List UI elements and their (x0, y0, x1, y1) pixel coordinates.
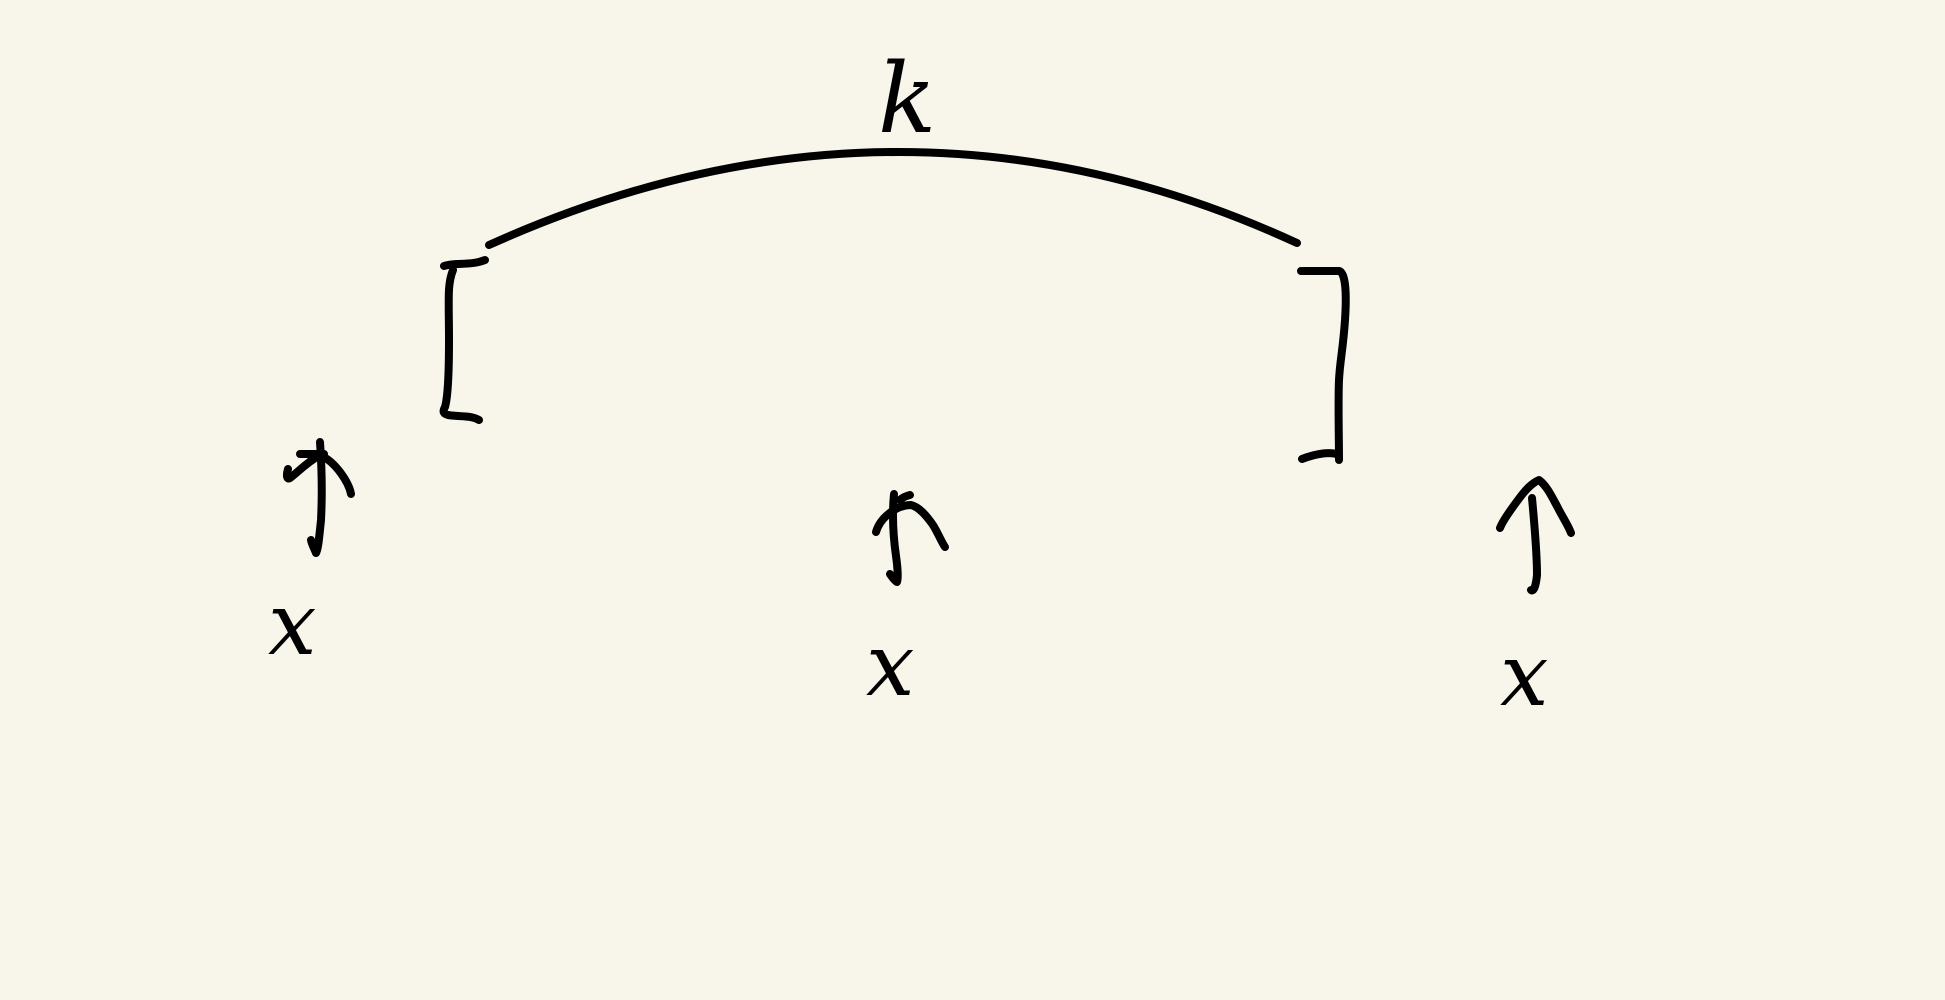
left-bracket (444, 260, 485, 420)
right-bracket (1301, 271, 1346, 460)
column-2 (866, 494, 945, 716)
top-label-k: k (878, 43, 937, 155)
x-label-1: x (268, 575, 317, 675)
column-3 (1500, 480, 1571, 726)
up-arrow-2 (876, 494, 945, 582)
column-1 (268, 442, 351, 675)
x-label-3: x (1500, 626, 1549, 726)
up-arrow-3 (1500, 480, 1571, 590)
x-label-2: x (866, 616, 915, 716)
connecting-arc (489, 152, 1297, 245)
up-arrow-1 (287, 442, 351, 553)
